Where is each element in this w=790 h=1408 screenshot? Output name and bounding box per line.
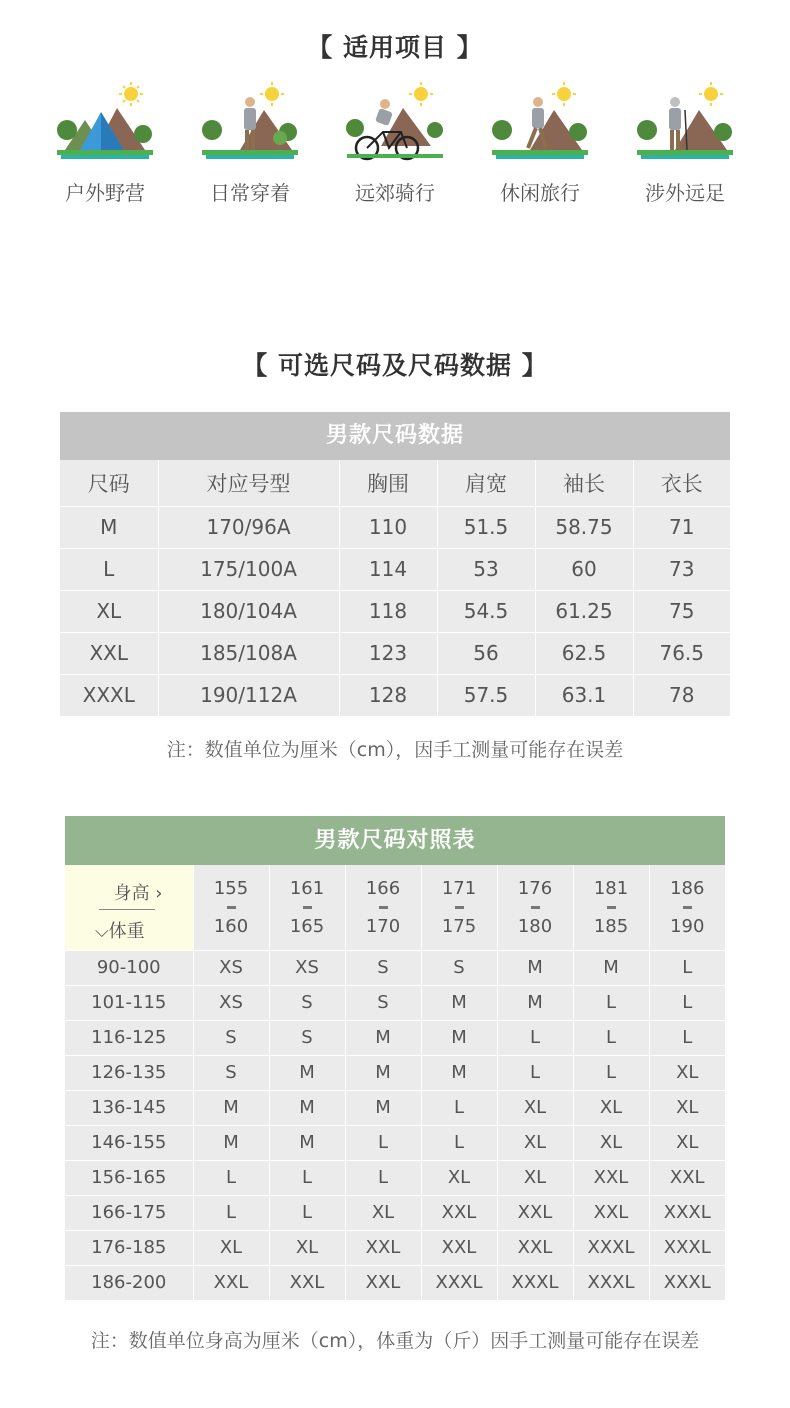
weight-range-cell: 176-185 [65, 1230, 193, 1265]
size-cell: 175/100A [158, 548, 339, 590]
size-header-row [60, 460, 730, 506]
activity-item [470, 80, 610, 220]
activity-label: 休闲旅行 [500, 181, 580, 205]
size-cell: L [345, 1160, 421, 1195]
table-row [65, 950, 725, 985]
size-cell: L [421, 1090, 497, 1125]
size-cell: S [345, 950, 421, 985]
size-cell: M [269, 1125, 345, 1160]
height-range-header [497, 865, 573, 950]
activity-item [35, 80, 175, 220]
size-cell: XXL [573, 1195, 649, 1230]
ref-corner-cell [65, 865, 193, 950]
size-cell: L [497, 1055, 573, 1090]
size-cell: S [193, 1055, 269, 1090]
size-cell: 60 [535, 548, 633, 590]
size-cell: M [345, 1055, 421, 1090]
size-cell: L [421, 1125, 497, 1160]
range-dash [303, 906, 312, 909]
size-cell: XL [345, 1195, 421, 1230]
size-cell: 123 [339, 632, 437, 674]
table-row [60, 674, 730, 716]
range-dash [531, 906, 540, 909]
size-cell: S [269, 1020, 345, 1055]
size-cell: XXXL [649, 1265, 725, 1300]
weight-range-cell: 166-175 [65, 1195, 193, 1230]
size-data-table [60, 412, 730, 717]
size-cell: L [193, 1160, 269, 1195]
trekking-person-icon [635, 80, 735, 165]
section-title-usage: 【 适用项目 】 [307, 33, 483, 62]
size-cell: XXXL [573, 1265, 649, 1300]
size-reference-table [65, 816, 725, 1301]
weight-range-cell: 186-200 [65, 1265, 193, 1300]
ref-table-title: 男款尺码对照表 [65, 816, 725, 865]
size-cell: XXL [60, 632, 158, 674]
height-range-start: 181 [593, 878, 629, 900]
height-range-header [269, 865, 345, 950]
range-dash [227, 906, 236, 909]
height-axis-label: 身高 › [113, 883, 163, 904]
height-range-start: 155 [213, 878, 249, 900]
activity-label: 涉外远足 [645, 181, 725, 205]
size-cell: XL [421, 1160, 497, 1195]
size-cell: XXL [345, 1265, 421, 1300]
size-cell: XXL [497, 1195, 573, 1230]
camping-tent-icon [55, 80, 155, 165]
size-cell: XXL [421, 1230, 497, 1265]
height-range-header [649, 865, 725, 950]
range-dash [607, 906, 616, 909]
size-cell: 54.5 [437, 590, 535, 632]
size-cell: M [421, 1020, 497, 1055]
table-row [65, 1055, 725, 1090]
size-header-cell: 胸围 [339, 460, 437, 506]
size-cell: S [421, 950, 497, 985]
size-cell: XXXL [573, 1230, 649, 1265]
height-range-header [193, 865, 269, 950]
size-cell: XL [497, 1125, 573, 1160]
activity-item [325, 80, 465, 220]
size-cell: XL [497, 1090, 573, 1125]
size-cell: M [60, 506, 158, 548]
range-dash [455, 906, 464, 909]
size-cell: XXXL [649, 1195, 725, 1230]
size-cell: 185/108A [158, 632, 339, 674]
size-header-cell: 袖长 [535, 460, 633, 506]
size-cell: XXXL [421, 1265, 497, 1300]
height-range-header [345, 865, 421, 950]
size-cell: 53 [437, 548, 535, 590]
weight-range-cell: 116-125 [65, 1020, 193, 1055]
size-cell: XXXL [60, 674, 158, 716]
activity-list [35, 80, 755, 220]
size-cell: L [649, 950, 725, 985]
table-row [65, 1195, 725, 1230]
size-header-cell: 肩宽 [437, 460, 535, 506]
weight-axis-label: ⌵体重 [95, 921, 145, 942]
size-cell: M [421, 985, 497, 1020]
size-cell: S [193, 1020, 269, 1055]
table-row [65, 1230, 725, 1265]
size-cell: M [269, 1090, 345, 1125]
table-row [65, 1125, 725, 1160]
height-range-end: 175 [441, 916, 477, 938]
size-cell: XS [193, 950, 269, 985]
weight-range-cell: 146-155 [65, 1125, 193, 1160]
size-cell: 75 [633, 590, 730, 632]
size-cell: 76.5 [633, 632, 730, 674]
activity-label: 户外野营 [65, 181, 145, 205]
table-row [65, 1090, 725, 1125]
activity-label: 日常穿着 [210, 181, 290, 205]
weight-range-cell: 156-165 [65, 1160, 193, 1195]
size-cell: M [269, 1055, 345, 1090]
size-cell: XL [573, 1125, 649, 1160]
size-cell: L [573, 1055, 649, 1090]
height-range-end: 170 [365, 916, 401, 938]
table-row [60, 548, 730, 590]
size-cell: 78 [633, 674, 730, 716]
size-cell: L [649, 985, 725, 1020]
height-range-end: 165 [289, 916, 325, 938]
size-cell: 58.75 [535, 506, 633, 548]
size-cell: L [497, 1020, 573, 1055]
size-cell: 128 [339, 674, 437, 716]
size-cell: M [573, 950, 649, 985]
table-row [65, 985, 725, 1020]
height-range-start: 176 [517, 878, 553, 900]
size-header-cell: 衣长 [633, 460, 730, 506]
size-cell: 190/112A [158, 674, 339, 716]
cycling-person-icon [345, 80, 445, 165]
height-range-start: 186 [670, 878, 705, 900]
table-row [60, 632, 730, 674]
height-range-start: 171 [441, 878, 477, 900]
size-cell: 73 [633, 548, 730, 590]
weight-range-cell: 126-135 [65, 1055, 193, 1090]
height-range-end: 160 [213, 916, 249, 938]
corner-divider [99, 909, 155, 910]
size-cell: L [573, 1020, 649, 1055]
activity-item [180, 80, 320, 220]
size-cell: 61.25 [535, 590, 633, 632]
size-cell: L [193, 1195, 269, 1230]
size-cell: M [345, 1020, 421, 1055]
size-cell: L [573, 985, 649, 1020]
size-cell: 51.5 [437, 506, 535, 548]
size-cell: L [345, 1125, 421, 1160]
size-cell: XXXL [649, 1230, 725, 1265]
size-cell: L [269, 1195, 345, 1230]
hiking-person-icon [490, 80, 590, 165]
height-range-end: 185 [593, 916, 629, 938]
ref-header-row [65, 865, 725, 950]
height-range-end: 190 [670, 916, 705, 938]
size-cell: 56 [437, 632, 535, 674]
size-cell: XXL [421, 1195, 497, 1230]
size-cell: L [60, 548, 158, 590]
size-cell: M [193, 1125, 269, 1160]
size-cell: XL [649, 1090, 725, 1125]
height-range-header [573, 865, 649, 950]
size-header-cell: 尺码 [60, 460, 158, 506]
ref-table-note: 注：数值单位身高为厘米（cm），体重为（斤）因手工测量可能存在误差 [90, 1330, 700, 1352]
size-cell: XXL [269, 1265, 345, 1300]
table-row [65, 1160, 725, 1195]
size-cell: 57.5 [437, 674, 535, 716]
size-header-cell: 对应号型 [158, 460, 339, 506]
size-cell: 118 [339, 590, 437, 632]
size-cell: XXXL [497, 1265, 573, 1300]
size-cell: XL [649, 1125, 725, 1160]
size-cell: XXL [345, 1230, 421, 1265]
table-row [65, 1265, 725, 1300]
size-cell: XS [193, 985, 269, 1020]
weight-range-cell: 101-115 [65, 985, 193, 1020]
activity-label: 远郊骑行 [355, 181, 435, 205]
size-cell: M [421, 1055, 497, 1090]
size-cell: 114 [339, 548, 437, 590]
size-cell: XXL [193, 1265, 269, 1300]
size-cell: M [497, 985, 573, 1020]
size-cell: XL [60, 590, 158, 632]
size-cell: 170/96A [158, 506, 339, 548]
size-cell: 180/104A [158, 590, 339, 632]
weight-range-cell: 136-145 [65, 1090, 193, 1125]
size-cell: XL [649, 1055, 725, 1090]
size-cell: M [497, 950, 573, 985]
height-range-start: 166 [365, 878, 401, 900]
size-cell: XL [497, 1160, 573, 1195]
weight-range-cell: 90-100 [65, 950, 193, 985]
size-table-note: 注：数值单位为厘米（cm），因手工测量可能存在误差 [166, 739, 624, 761]
height-range-start: 161 [289, 878, 325, 900]
size-cell: XL [193, 1230, 269, 1265]
table-row [65, 1020, 725, 1055]
size-cell: XXL [497, 1230, 573, 1265]
size-cell: S [345, 985, 421, 1020]
size-cell: M [345, 1090, 421, 1125]
range-dash [379, 906, 388, 909]
table-row [60, 506, 730, 548]
table-row [60, 590, 730, 632]
size-cell: XL [573, 1090, 649, 1125]
size-table-title: 男款尺码数据 [60, 412, 730, 460]
size-cell: XXL [573, 1160, 649, 1195]
size-cell: L [269, 1160, 345, 1195]
activity-item [615, 80, 755, 220]
size-cell: 71 [633, 506, 730, 548]
daily-wear-person-icon [200, 80, 300, 165]
size-cell: L [649, 1020, 725, 1055]
height-range-end: 180 [517, 916, 553, 938]
size-cell: XS [269, 950, 345, 985]
range-dash [683, 906, 692, 909]
height-range-header [421, 865, 497, 950]
size-cell: XXL [649, 1160, 725, 1195]
size-cell: 63.1 [535, 674, 633, 716]
size-cell: 62.5 [535, 632, 633, 674]
section-title-sizes: 【 可选尺码及尺码数据 】 [242, 351, 548, 380]
size-cell: XL [269, 1230, 345, 1265]
size-cell: M [193, 1090, 269, 1125]
size-cell: 110 [339, 506, 437, 548]
size-cell: S [269, 985, 345, 1020]
